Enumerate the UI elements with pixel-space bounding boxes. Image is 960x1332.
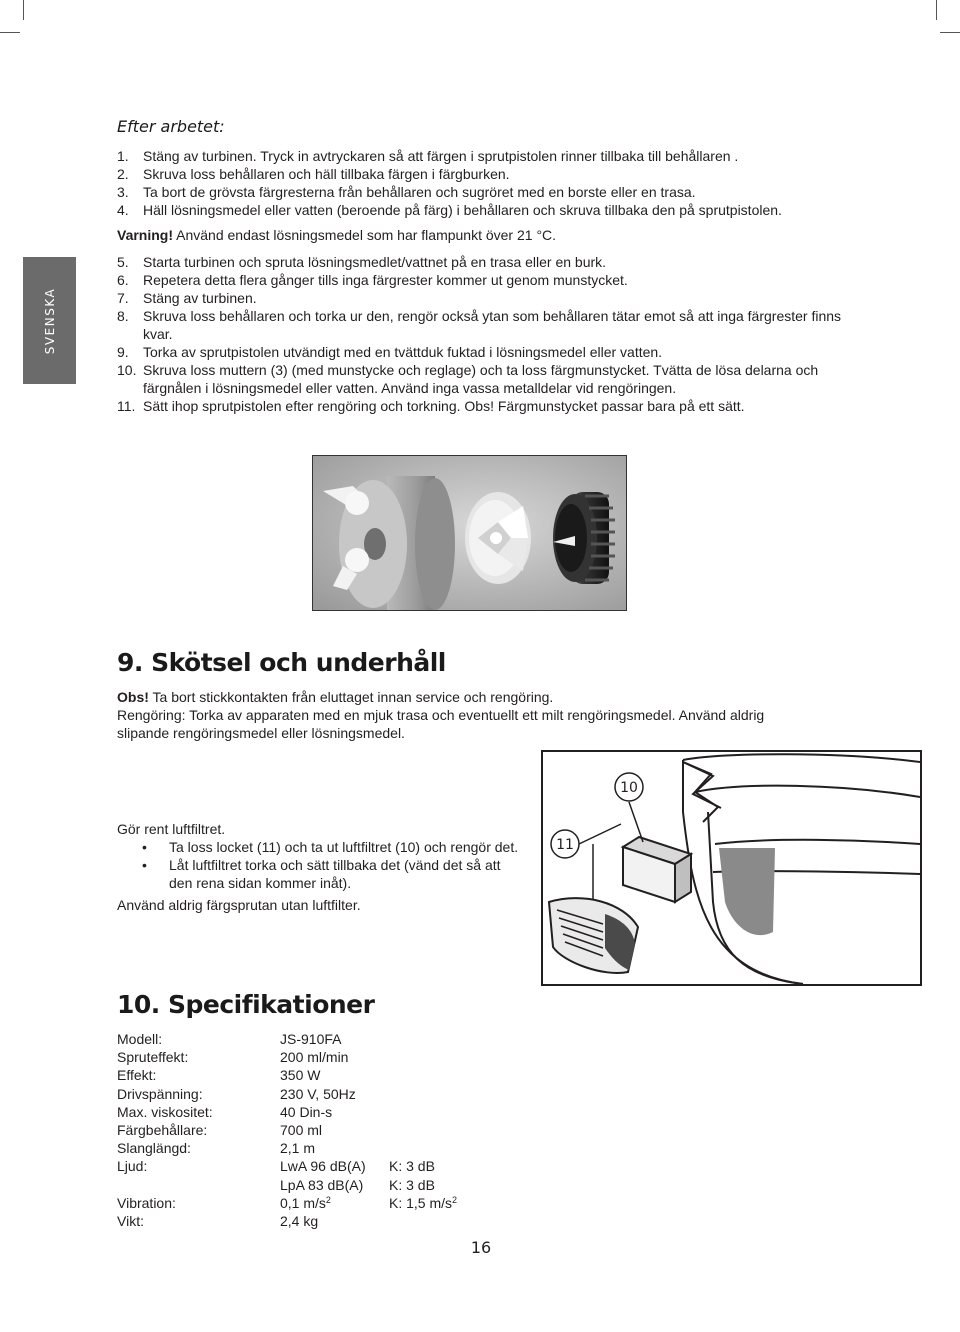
step-item: 9. Torka av sprutpistolen utvändigt med en tvättduk fuktad i lösningsmedel eller vatten.: [117, 344, 663, 360]
obs-line: [117, 688, 553, 706]
spec-row-weight: Vikt: 2,4 kg: [117, 1212, 319, 1229]
crop-mark-top-right: [936, 0, 937, 20]
crop-mark-right-top: [940, 32, 960, 33]
bullet-dot: •: [142, 839, 147, 855]
page-number: 16: [470, 1238, 492, 1257]
spec-row: Drivspänning: 230 V, 50Hz: [117, 1085, 356, 1102]
spec-row: Färgbehållare: 700 ml: [117, 1121, 323, 1138]
specs-table: [117, 1030, 517, 1230]
callout-10-label: 10: [620, 780, 638, 796]
step-item: 8. Skruva loss behållaren och torka ur den, rengör också ytan som behållaren tätar emot så att inga färgrester finns kvar.: [117, 308, 842, 342]
spec-row: Ljud: LwA 96 dB(A) K: 3 dB: [117, 1158, 435, 1175]
step-item: 7. Stäng av turbinen.: [117, 290, 257, 306]
maintenance-heading: 9. Skötsel och underhåll: [117, 648, 446, 677]
spec-row: Modell: JS-910FA: [117, 1031, 342, 1047]
spec-row: LpA 83 dB(A) K: 3 dB: [280, 1176, 435, 1193]
air-filter-drawing: [541, 750, 922, 986]
step-item: 1. Stäng av turbinen. Tryck in avtryckaren så att färgen i sprutpistolen rinner tillbaka till behållaren .: [117, 148, 739, 164]
spec-row: Max. viskositet: 40 Din-s: [117, 1103, 333, 1120]
obs-text: Ta bort stickkontakten från eluttaget innan service och rengöring.: [148, 689, 554, 705]
air-filter-illustration: [543, 752, 920, 984]
language-side-tab-label: SVENSKA: [42, 287, 57, 354]
filter-note: Använd aldrig färgsprutan utan luftfilter.: [117, 897, 361, 913]
after-work-steps-b: [117, 253, 847, 415]
filter-intro: Gör rent luftfiltret.: [117, 821, 226, 837]
bullet-dot: •: [142, 857, 147, 873]
warning-label: Varning!: [117, 227, 174, 243]
step-item: 10. Skruva loss muttern (3) (med munstycke och reglage) och ta loss färgmunstycket. Tvätta de lösa delarna och färgnålen i lösningsmedel eller vatten. Använd inga vassa metalldelar vid rengöringen.: [117, 362, 819, 396]
nozzle-parts-illustration: [313, 456, 626, 610]
step-item: 11. Sätt ihop sprutpistolen efter rengöring och torkning. Obs! Färgmunstycket passar bara på ett sätt.: [117, 398, 745, 414]
step-item: 6. Repetera detta flera gånger tills inga färgrester kommer ut genom munstycket.: [117, 272, 628, 288]
warning-line: [117, 226, 556, 244]
step-item: 5. Starta turbinen och spruta lösningsmedlet/vattnet på en trasa eller en burk.: [117, 254, 607, 270]
spec-row: Effekt: 350 W: [117, 1067, 321, 1084]
filter-bullet-item: • Ta loss locket (11) och ta ut luftfiltret (10) och rengör det.: [142, 839, 519, 855]
step-item: 4. Häll lösningsmedel eller vatten (beroende på färg) i behållaren och skruva tillbaka den på sprutpistolen.: [117, 202, 782, 218]
spec-row-vibration: Vibration: 0,1 $m/s^2$ K: 1,5 $m/s^2$: [117, 1194, 458, 1211]
filter-bullet-item: • Låt luftfiltret torka och sätt tillbaka det (vänd det så att den rena sidan kommer inåt).: [142, 857, 501, 891]
obs-label: Obs!: [117, 689, 149, 705]
filter-bullet-list: [117, 838, 527, 892]
language-side-tab: [23, 257, 76, 384]
crop-mark-left-top: [0, 32, 20, 33]
spec-row: Spruteffekt: 200 ml/min: [117, 1049, 349, 1066]
after-work-steps-a: [117, 147, 837, 219]
specs-heading: 10. Specifikationer: [117, 990, 375, 1019]
warning-text: Använd endast lösningsmedel som har flampunkt över 21 °C.: [173, 227, 557, 243]
spec-row: Slanglängd: 2,1 m: [117, 1140, 316, 1157]
after-work-heading: Efter arbetet:: [117, 117, 225, 136]
nozzle-parts-photo: [312, 455, 627, 611]
callout-11-label: 11: [556, 837, 574, 853]
step-item: 2. Skruva loss behållaren och häll tillbaka färgen i färgburken.: [117, 166, 510, 182]
cleaning-text: Rengöring: Torka av apparaten med en mjuk trasa och eventuellt ett milt rengöringsmedel. Använd aldrig slipande rengöringsmedel eller lösningsmedel.: [117, 707, 765, 741]
step-item: 3. Ta bort de grövsta färgresterna från behållaren och sugröret med en borste eller en trasa.: [117, 184, 696, 200]
crop-mark-top-left: [23, 0, 24, 20]
